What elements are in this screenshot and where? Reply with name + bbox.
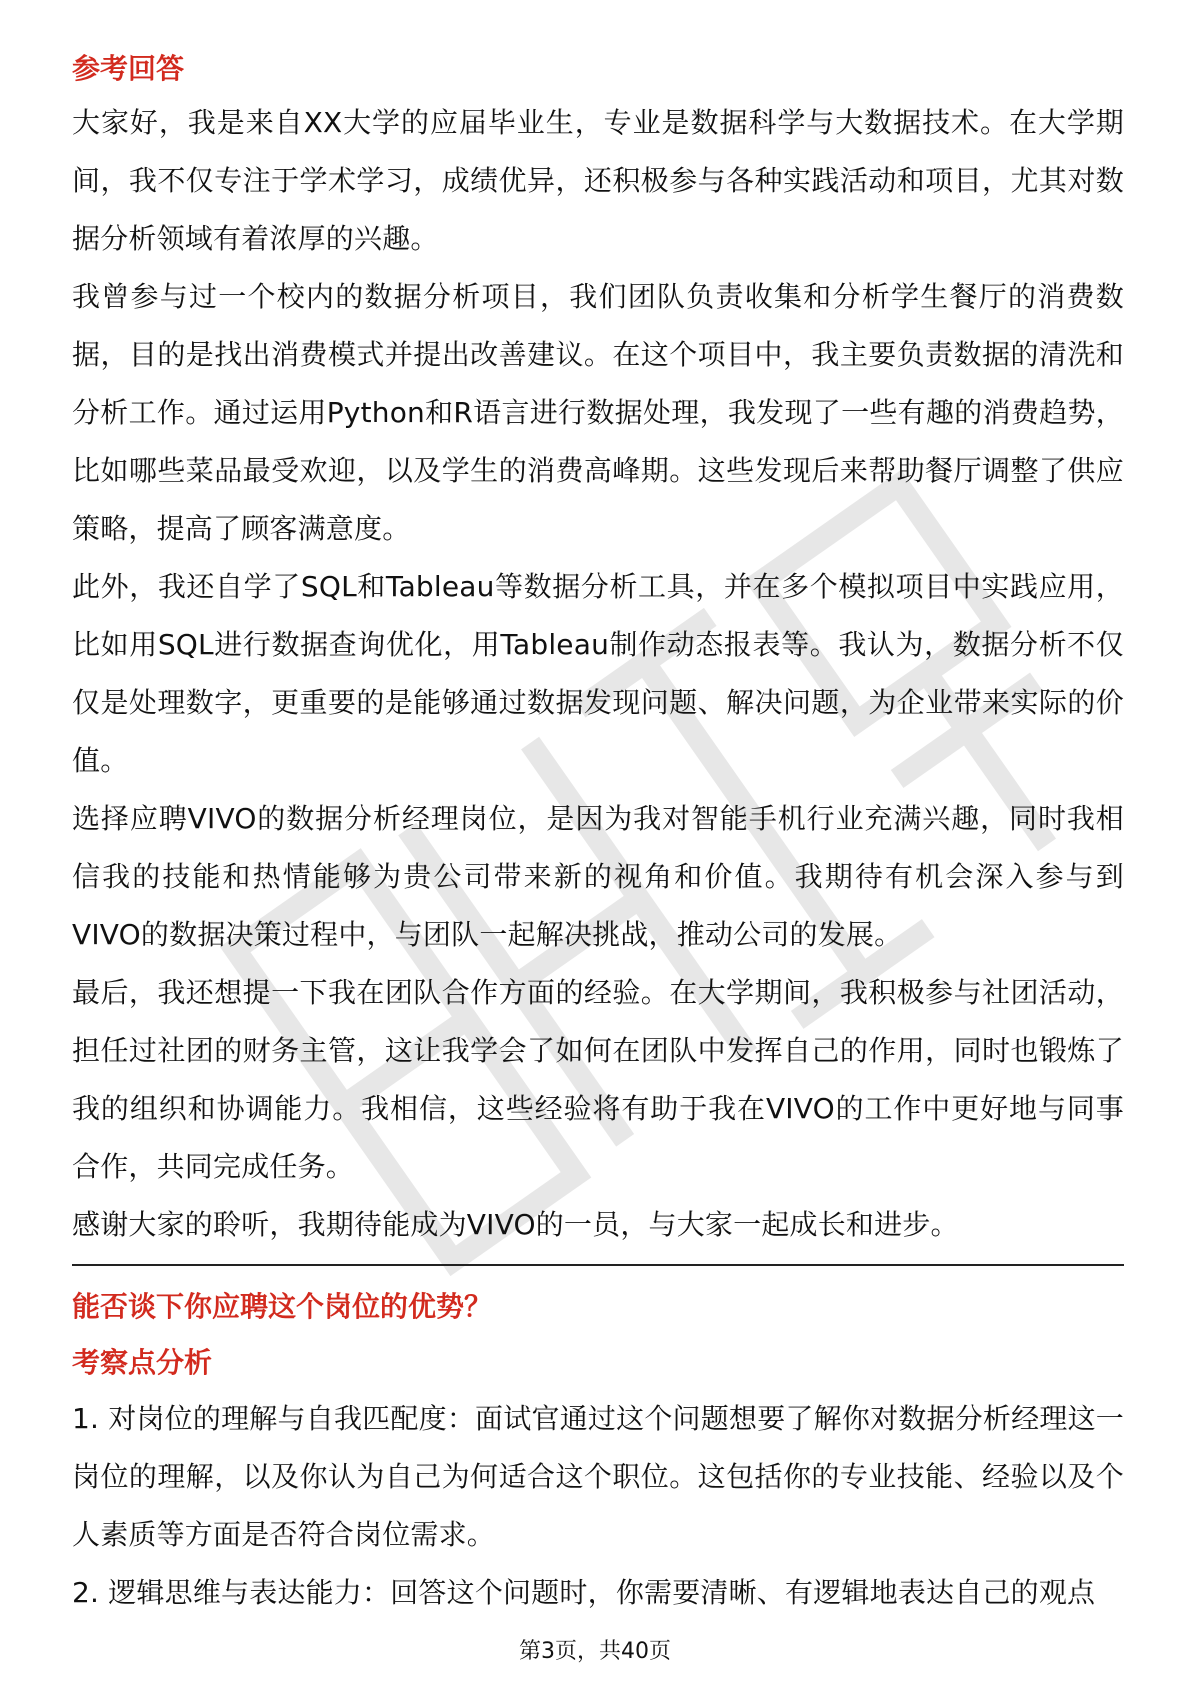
answer-paragraph: 此外，我还自学了SQL和Tableau等数据分析工具，并在多个模拟项目中实践应用，比如用SQL进行数据查询优化，用Tableau制作动态报表等。我认为，数据分析不仅仅是处理数字，更重要的是能够通过数据发现问题、解决问题，为企业带来实际的价值。 (72, 570, 1124, 777)
document-page (72, 44, 1124, 1622)
analysis-body (72, 1390, 1124, 1622)
page-number: 第3页，共40页 (519, 1639, 671, 1664)
answer-body (72, 94, 1124, 1254)
analysis-heading: 考察点分析 (72, 1346, 213, 1379)
answer-paragraph: 选择应聘VIVO的数据分析经理岗位，是因为我对智能手机行业充满兴趣，同时我相信我的技能和热情能够为贵公司带来新的视角和价值。我期待有机会深入参与到VIVO的数据决策过程中，与团队一起解决挑战，推动公司的发展。 (72, 802, 1124, 951)
answer-paragraph: 感谢大家的聆听，我期待能成为VIVO的一员，与大家一起成长和进步。 (72, 1208, 959, 1241)
analysis-point: 2. 逻辑思维与表达能力：回答这个问题时，你需要清晰、有逻辑地表达自己的观点 (72, 1576, 1096, 1609)
question-heading: 能否谈下你应聘这个岗位的优势？ (72, 1290, 493, 1323)
analysis-point: 1. 对岗位的理解与自我匹配度：面试官通过这个问题想要了解你对数据分析经理这一岗位的理解，以及你认为自己为何适合这个职位。这包括你的专业技能、经验以及个人素质等方面是否符合岗位需求。 (72, 1402, 1124, 1551)
answer-paragraph: 我曾参与过一个校内的数据分析项目，我们团队负责收集和分析学生餐厅的消费数据，目的是找出消费模式并提出改善建议。在这个项目中，我主要负责数据的清洗和分析工作。通过运用Python和R语言进行数据处理，我发现了一些有趣的消费趋势，比如哪些菜品最受欢迎，以及学生的消费高峰期。这些发现后来帮助餐厅调整了供应策略，提高了顾客满意度。 (72, 280, 1124, 545)
section-divider (72, 1264, 1124, 1266)
answer-paragraph: 最后，我还想提一下我在团队合作方面的经验。在大学期间，我积极参与社团活动，担任过社团的财务主管，这让我学会了如何在团队中发挥自己的作用，同时也锻炼了我的组织和协调能力。我相信，这些经验将有助于我在VIVO的工作中更好地与同事合作，共同完成任务。 (72, 976, 1124, 1183)
answer-heading: 参考回答 (72, 52, 185, 85)
answer-paragraph: 大家好，我是来自XX大学的应届毕业生，专业是数据科学与大数据技术。在大学期间，我不仅专注于学术学习，成绩优异，还积极参与各种实践活动和项目，尤其对数据分析领域有着浓厚的兴趣。 (72, 106, 1124, 255)
